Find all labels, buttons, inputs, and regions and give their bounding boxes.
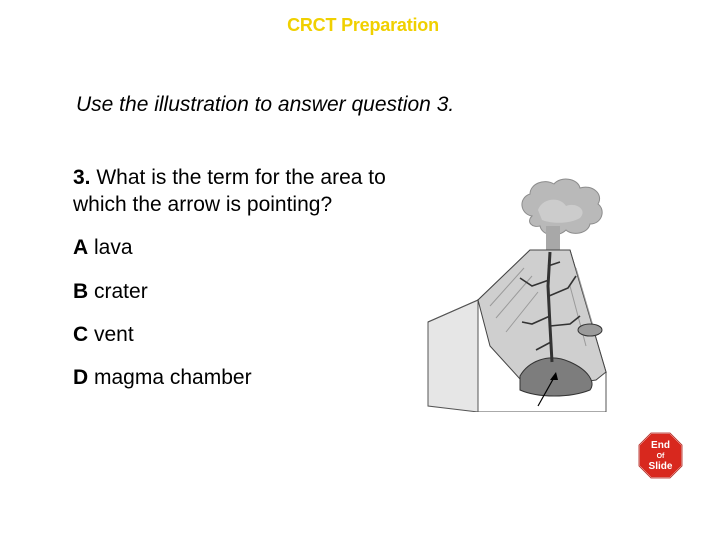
answer-option-a xyxy=(73,236,133,260)
answer-letter: C xyxy=(73,323,89,346)
header-title: CRCT Preparation xyxy=(287,15,439,35)
end-of-slide-button[interactable] xyxy=(637,431,684,480)
ash-cloud xyxy=(522,179,602,254)
answer-letter: B xyxy=(73,280,89,303)
answer-option-c xyxy=(73,323,134,347)
instructions-text: Use the illustration to answer question 3. xyxy=(76,93,455,116)
answer-option-b xyxy=(73,280,148,304)
of-label: Of xyxy=(656,453,665,460)
answer-text: crater xyxy=(88,280,148,303)
answer-letter: D xyxy=(73,366,89,389)
answer-text: vent xyxy=(88,323,134,346)
answer-option-d xyxy=(73,366,252,390)
volcano-cross-section-icon xyxy=(420,176,620,412)
question-body: What is the term for the area to which the arrow is pointing? xyxy=(73,166,386,216)
answer-letter: A xyxy=(73,236,89,259)
end-label: End xyxy=(651,440,670,451)
question-number: 3. xyxy=(73,166,91,189)
answer-text: lava xyxy=(88,236,133,259)
slide-label: Slide xyxy=(648,461,673,472)
answer-text: magma chamber xyxy=(88,366,252,389)
question-text xyxy=(73,164,433,218)
